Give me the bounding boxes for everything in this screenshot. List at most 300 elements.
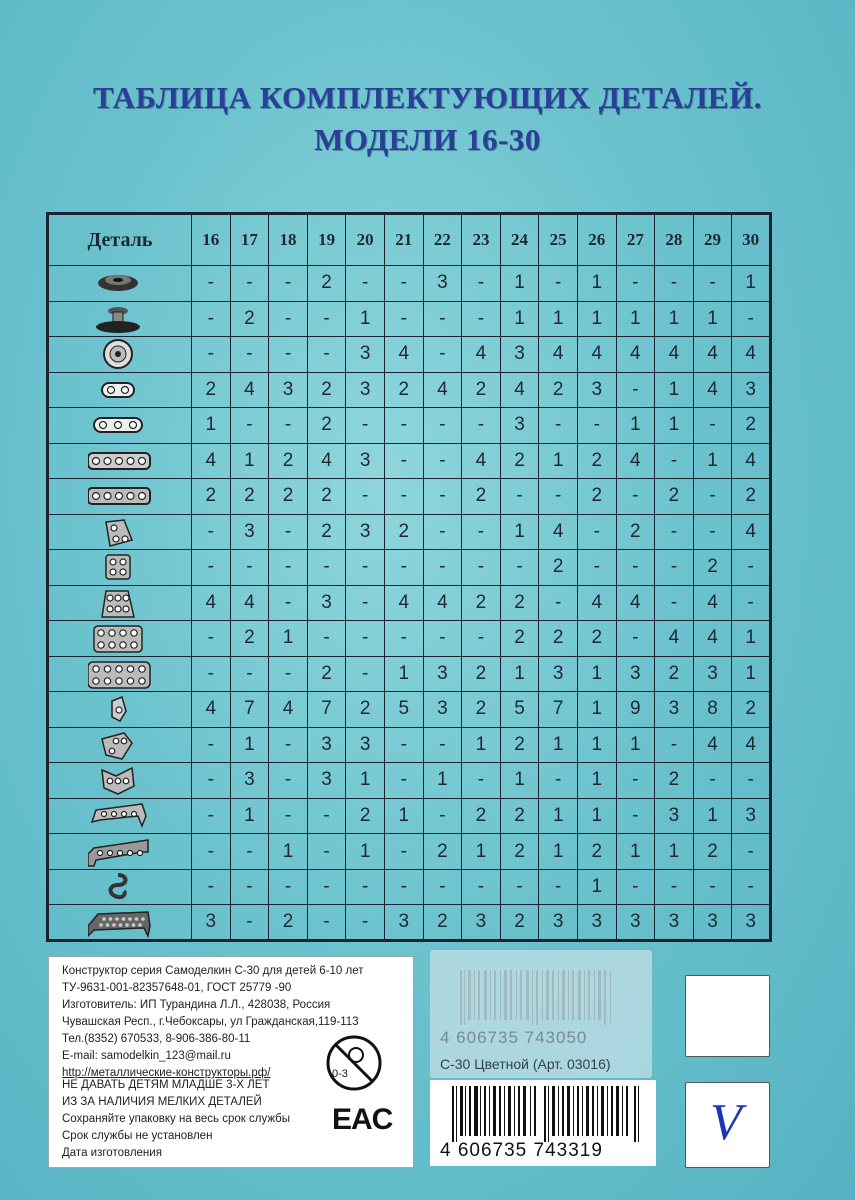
part-cell	[48, 514, 192, 550]
count-cell: 4	[462, 337, 501, 373]
count-cell: 1	[269, 621, 308, 657]
count-cell: 8	[693, 692, 732, 728]
count-cell: 2	[269, 479, 308, 515]
count-cell: -	[269, 869, 308, 905]
count-cell: 2	[655, 656, 694, 692]
part-cell	[48, 479, 192, 515]
count-cell: 1	[346, 763, 385, 799]
count-cell: 1	[500, 514, 539, 550]
count-cell: -	[693, 266, 732, 302]
count-cell: -	[384, 301, 423, 337]
count-cell: -	[616, 621, 655, 657]
count-cell: 1	[616, 834, 655, 870]
count-cell: -	[577, 550, 616, 586]
count-cell: 7	[539, 692, 578, 728]
count-cell: 2	[462, 798, 501, 834]
count-cell: -	[192, 869, 231, 905]
count-cell: -	[539, 763, 578, 799]
count-cell: 1	[693, 798, 732, 834]
count-cell: 1	[655, 834, 694, 870]
count-cell: 1	[577, 656, 616, 692]
count-cell: -	[346, 656, 385, 692]
count-cell: -	[269, 763, 308, 799]
long-bracket-icon	[88, 800, 152, 832]
table-body	[48, 266, 771, 941]
table-row	[48, 372, 771, 408]
count-cell: -	[423, 798, 462, 834]
header-model-25: 25	[539, 214, 578, 266]
count-cell: -	[616, 550, 655, 586]
count-cell: 2	[693, 550, 732, 586]
count-cell: 2	[500, 905, 539, 941]
count-cell: -	[269, 727, 308, 763]
table-row	[48, 656, 771, 692]
count-cell: -	[384, 869, 423, 905]
count-cell: 2	[539, 550, 578, 586]
count-cell: 3	[500, 408, 539, 444]
count-cell: 3	[693, 905, 732, 941]
count-cell: 1	[577, 869, 616, 905]
count-cell: 2	[384, 372, 423, 408]
count-cell: -	[192, 834, 231, 870]
count-cell: 7	[307, 692, 346, 728]
count-cell: 4	[616, 585, 655, 621]
count-cell: 3	[384, 905, 423, 941]
wheel-icon	[88, 338, 152, 370]
count-cell: -	[346, 905, 385, 941]
table-row	[48, 834, 771, 870]
count-cell: 3	[732, 905, 771, 941]
part-cell	[48, 550, 192, 586]
count-cell: 4	[732, 514, 771, 550]
count-cell: -	[693, 479, 732, 515]
count-cell: 2	[500, 443, 539, 479]
count-cell: 2	[346, 798, 385, 834]
count-cell: 4	[693, 727, 732, 763]
count-cell: -	[269, 550, 308, 586]
count-cell: 4	[423, 372, 462, 408]
count-cell: 2	[192, 479, 231, 515]
count-cell: 4	[693, 621, 732, 657]
checkmark-handwritten: V	[710, 1094, 742, 1151]
count-cell: -	[346, 585, 385, 621]
label-line: Тел.(8352) 670533, 8-906-386-80-11	[62, 1033, 251, 1045]
part-cell	[48, 372, 192, 408]
count-cell: 2	[462, 585, 501, 621]
count-cell: 3	[230, 763, 269, 799]
count-cell: -	[230, 550, 269, 586]
part-cell	[48, 656, 192, 692]
header-model-19: 19	[307, 214, 346, 266]
part-cell	[48, 408, 192, 444]
count-cell: 3	[307, 763, 346, 799]
count-cell: 3	[616, 656, 655, 692]
label-line: ТУ-9631-001-82357648-01, ГОСТ 25779 -90	[62, 982, 292, 994]
count-cell: 4	[577, 585, 616, 621]
count-cell: 5	[500, 692, 539, 728]
barcode-number: 4 606735 743319	[440, 1140, 603, 1161]
count-cell: 3	[346, 514, 385, 550]
count-cell: 3	[732, 372, 771, 408]
count-cell: -	[192, 798, 231, 834]
count-cell: 4	[230, 585, 269, 621]
count-cell: 3	[307, 585, 346, 621]
header-model-17: 17	[230, 214, 269, 266]
table-row	[48, 692, 771, 728]
table-row	[48, 585, 771, 621]
count-cell: -	[192, 301, 231, 337]
count-cell: -	[346, 479, 385, 515]
count-cell: 4	[577, 337, 616, 373]
count-cell: 1	[655, 301, 694, 337]
count-cell: 1	[230, 443, 269, 479]
count-cell: 3	[346, 443, 385, 479]
count-cell: 4	[230, 372, 269, 408]
screw-icon	[88, 303, 152, 335]
part-cell	[48, 585, 192, 621]
label-line: Конструктор серия Самоделкин С-30 для детей 6-10 лет	[62, 965, 364, 977]
count-cell: 2	[577, 479, 616, 515]
part-cell	[48, 337, 192, 373]
count-cell: -	[539, 408, 578, 444]
count-cell: -	[346, 266, 385, 302]
count-cell: 1	[539, 727, 578, 763]
label-line: Сохраняйте упаковку на весь срок службы	[62, 1113, 291, 1125]
count-cell: 2	[230, 479, 269, 515]
header-model-20: 20	[346, 214, 385, 266]
count-cell: 1	[539, 834, 578, 870]
count-cell: -	[230, 869, 269, 905]
count-cell: -	[384, 550, 423, 586]
plate-3-hole-icon	[88, 409, 152, 441]
count-cell: -	[269, 408, 308, 444]
count-cell: -	[423, 550, 462, 586]
count-cell: 2	[307, 479, 346, 515]
small-bracket-icon	[88, 693, 152, 725]
header-model-24: 24	[500, 214, 539, 266]
count-cell: 4	[732, 443, 771, 479]
count-cell: 4	[732, 337, 771, 373]
count-cell: 2	[500, 727, 539, 763]
count-cell: 2	[307, 408, 346, 444]
count-cell: 4	[655, 621, 694, 657]
label-line: ИЗ ЗА НАЛИЧИЯ МЕЛКИХ ДЕТАЛЕЙ	[62, 1096, 262, 1108]
count-cell: 4	[693, 372, 732, 408]
table-row	[48, 301, 771, 337]
product-info-label	[48, 956, 414, 1168]
count-cell: -	[539, 479, 578, 515]
article-text: С-30 Цветной (Арт. 03016)	[440, 1056, 611, 1072]
count-cell: -	[384, 763, 423, 799]
count-cell: 2	[577, 834, 616, 870]
count-cell: -	[693, 763, 732, 799]
count-cell: 2	[616, 514, 655, 550]
count-cell: -	[655, 585, 694, 621]
plate-5-hole-icon	[88, 445, 152, 477]
count-cell: 2	[462, 479, 501, 515]
count-cell: -	[423, 337, 462, 373]
count-cell: -	[423, 443, 462, 479]
table-row	[48, 337, 771, 373]
part-cell	[48, 763, 192, 799]
count-cell: -	[616, 869, 655, 905]
count-cell: 2	[500, 798, 539, 834]
count-cell: -	[307, 550, 346, 586]
count-cell: -	[423, 514, 462, 550]
count-cell: 3	[500, 337, 539, 373]
part-cell	[48, 692, 192, 728]
barcode-faded-icon	[460, 970, 620, 1025]
count-cell: 1	[384, 656, 423, 692]
table-row	[48, 621, 771, 657]
double-bracket-icon	[88, 764, 152, 796]
count-cell: -	[230, 905, 269, 941]
count-cell: 1	[384, 798, 423, 834]
count-cell: 1	[230, 798, 269, 834]
count-cell: 3	[346, 727, 385, 763]
count-cell: 1	[462, 834, 501, 870]
part-cell	[48, 443, 192, 479]
count-cell: 3	[655, 905, 694, 941]
label-line: Дата изготовления	[62, 1147, 162, 1159]
count-cell: 3	[346, 372, 385, 408]
header-model-16: 16	[192, 214, 231, 266]
count-cell: -	[732, 585, 771, 621]
corner-bracket-icon	[88, 729, 152, 761]
count-cell: -	[577, 408, 616, 444]
checkmark-box	[685, 1082, 770, 1168]
barcode-number-old: 4 606735 743050	[440, 1028, 588, 1047]
plate-2x4-icon	[88, 622, 152, 654]
count-cell: 3	[655, 692, 694, 728]
count-cell: 3	[732, 798, 771, 834]
count-cell: -	[307, 621, 346, 657]
perforated-plate-icon	[88, 906, 152, 938]
count-cell: 1	[346, 301, 385, 337]
count-cell: 1	[577, 763, 616, 799]
count-cell: 1	[462, 727, 501, 763]
count-cell: -	[462, 763, 501, 799]
table-header-row	[48, 214, 771, 266]
count-cell: 2	[655, 479, 694, 515]
count-cell: -	[384, 479, 423, 515]
count-cell: 4	[539, 514, 578, 550]
count-cell: 1	[732, 621, 771, 657]
age-mark-text: 0-3	[332, 1068, 348, 1080]
count-cell: -	[462, 514, 501, 550]
count-cell: 4	[616, 337, 655, 373]
count-cell: 1	[500, 763, 539, 799]
count-cell: -	[269, 301, 308, 337]
count-cell: -	[693, 408, 732, 444]
square-plate-icon	[88, 551, 152, 583]
table-row	[48, 727, 771, 763]
count-cell: -	[192, 266, 231, 302]
count-cell: -	[230, 337, 269, 373]
table-row	[48, 443, 771, 479]
count-cell: -	[577, 514, 616, 550]
count-cell: -	[655, 869, 694, 905]
part-cell	[48, 621, 192, 657]
count-cell: 1	[616, 727, 655, 763]
count-cell: 4	[616, 443, 655, 479]
count-cell: 2	[423, 834, 462, 870]
hook-icon	[88, 871, 152, 903]
empty-box	[685, 975, 770, 1057]
count-cell: -	[462, 408, 501, 444]
table-row	[48, 869, 771, 905]
count-cell: 2	[384, 514, 423, 550]
count-cell: -	[462, 869, 501, 905]
count-cell: 3	[577, 372, 616, 408]
count-cell: 4	[192, 585, 231, 621]
label-line: Изготовитель: ИП Турандина Л.Л., 428038, Россия	[62, 999, 331, 1011]
count-cell: -	[346, 621, 385, 657]
count-cell: 3	[423, 656, 462, 692]
count-cell: 2	[423, 905, 462, 941]
count-cell: 3	[655, 798, 694, 834]
label-line: E-mail: samodelkin_123@mail.ru	[62, 1050, 231, 1062]
count-cell: -	[307, 301, 346, 337]
count-cell: 2	[462, 692, 501, 728]
count-cell: 1	[539, 443, 578, 479]
count-cell: -	[693, 514, 732, 550]
label-line: Чувашская Респ., г.Чебоксары, ул Гражданская,119-113	[62, 1016, 359, 1028]
count-cell: 2	[230, 301, 269, 337]
count-cell: 3	[539, 656, 578, 692]
count-cell: 1	[539, 798, 578, 834]
count-cell: 1	[655, 372, 694, 408]
count-cell: 1	[577, 301, 616, 337]
count-cell: 7	[230, 692, 269, 728]
count-cell: -	[269, 514, 308, 550]
table-row	[48, 479, 771, 515]
count-cell: 4	[384, 585, 423, 621]
count-cell: -	[423, 301, 462, 337]
header-model-18: 18	[269, 214, 308, 266]
count-cell: 2	[307, 372, 346, 408]
count-cell: -	[655, 443, 694, 479]
barcode-icon	[452, 1086, 642, 1142]
count-cell: -	[539, 266, 578, 302]
count-cell: 2	[539, 372, 578, 408]
count-cell: -	[423, 479, 462, 515]
count-cell: 1	[577, 727, 616, 763]
count-cell: 2	[462, 656, 501, 692]
count-cell: 1	[192, 408, 231, 444]
count-cell: 1	[693, 443, 732, 479]
label-line: Срок службы не установлен	[62, 1130, 213, 1142]
table-row	[48, 266, 771, 302]
count-cell: -	[192, 656, 231, 692]
part-cell	[48, 301, 192, 337]
trapezoid-plate-icon	[88, 587, 152, 619]
count-cell: 4	[192, 443, 231, 479]
count-cell: -	[462, 266, 501, 302]
count-cell: -	[462, 621, 501, 657]
header-part: Деталь	[48, 214, 192, 266]
count-cell: 1	[732, 656, 771, 692]
count-cell: 2	[269, 443, 308, 479]
count-cell: -	[230, 408, 269, 444]
count-cell: -	[655, 727, 694, 763]
count-cell: 4	[500, 372, 539, 408]
part-cell	[48, 869, 192, 905]
count-cell: -	[269, 337, 308, 373]
count-cell: 2	[462, 372, 501, 408]
count-cell: -	[423, 408, 462, 444]
barcode-sticker-old	[430, 950, 652, 1078]
count-cell: 2	[539, 621, 578, 657]
count-cell: 2	[307, 514, 346, 550]
plate-5-hole-narrow-icon	[88, 480, 152, 512]
count-cell: 1	[616, 301, 655, 337]
count-cell: -	[732, 834, 771, 870]
plate-2-hole-icon	[88, 374, 152, 406]
count-cell: -	[230, 266, 269, 302]
plate-2x5-icon	[88, 658, 152, 690]
count-cell: -	[384, 408, 423, 444]
age-warning-icon	[324, 1033, 384, 1093]
count-cell: -	[423, 727, 462, 763]
count-cell: 1	[577, 798, 616, 834]
count-cell: 1	[539, 301, 578, 337]
nut-icon	[88, 267, 152, 299]
header-model-28: 28	[655, 214, 694, 266]
count-cell: 2	[732, 408, 771, 444]
count-cell: -	[732, 301, 771, 337]
count-cell: -	[307, 905, 346, 941]
count-cell: 3	[539, 905, 578, 941]
website-link[interactable]: http://металлические-конструкторы.рф/	[62, 1067, 271, 1079]
count-cell: 4	[539, 337, 578, 373]
count-cell: -	[616, 479, 655, 515]
count-cell: -	[307, 869, 346, 905]
count-cell: 3	[423, 266, 462, 302]
count-cell: 1	[500, 266, 539, 302]
count-cell: -	[269, 585, 308, 621]
count-cell: 4	[693, 585, 732, 621]
count-cell: 1	[346, 834, 385, 870]
count-cell: -	[192, 337, 231, 373]
table-row	[48, 550, 771, 586]
count-cell: -	[192, 514, 231, 550]
count-cell: -	[307, 798, 346, 834]
count-cell: -	[616, 266, 655, 302]
count-cell: -	[732, 763, 771, 799]
count-cell: 2	[307, 656, 346, 692]
count-cell: 1	[693, 301, 732, 337]
count-cell: -	[462, 301, 501, 337]
count-cell: 4	[384, 337, 423, 373]
count-cell: -	[732, 550, 771, 586]
table-row	[48, 514, 771, 550]
eac-mark: EAC	[332, 1103, 393, 1136]
header-model-22: 22	[423, 214, 462, 266]
count-cell: 1	[577, 692, 616, 728]
count-cell: 2	[500, 834, 539, 870]
count-cell: -	[346, 408, 385, 444]
count-cell: 3	[192, 905, 231, 941]
count-cell: 4	[192, 692, 231, 728]
count-cell: 1	[500, 301, 539, 337]
count-cell: -	[655, 514, 694, 550]
count-cell: 2	[732, 692, 771, 728]
count-cell: 2	[500, 621, 539, 657]
count-cell: 4	[693, 337, 732, 373]
count-cell: -	[192, 763, 231, 799]
page-title-line2: МОДЕЛИ 16-30	[314, 122, 541, 157]
